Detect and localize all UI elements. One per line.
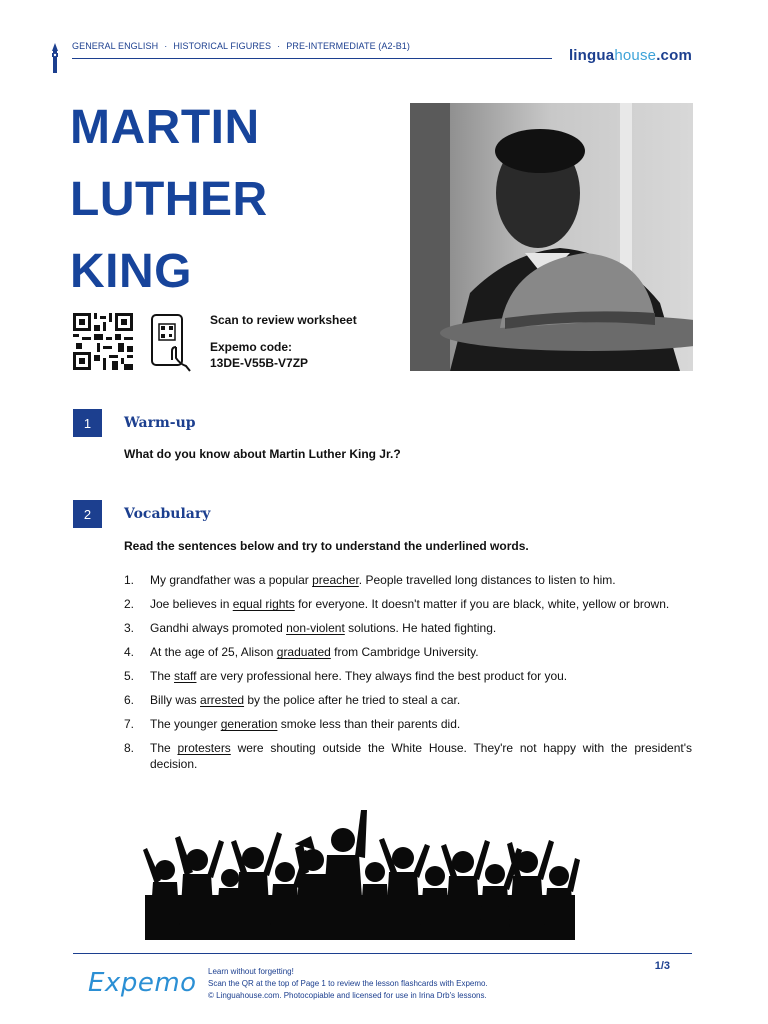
- section-title-warm-up: Warm-up: [124, 415, 196, 431]
- warm-up-question: What do you know about Martin Luther King Jr.?: [124, 447, 401, 461]
- breadcrumb-level-3[interactable]: PRE-INTERMEDIATE (A2-B1): [286, 41, 410, 51]
- expemo-logo[interactable]: Expemo: [88, 968, 197, 998]
- list-item: 2. Joe believes in equal rights for everyone. It doesn't matter if you are black, white, yellow or brown.: [124, 597, 670, 611]
- title-line: LUTHER: [70, 173, 268, 226]
- list-item: 5. The staff are very professional here. They always find the best product for you.: [124, 669, 568, 683]
- phone-scan-icon: [150, 314, 192, 372]
- footer-copyright: © Linguahouse.com. Photocopiable and licensed for use in Irina Drb's lessons.: [208, 991, 487, 1000]
- scan-info: [210, 312, 357, 371]
- vocab-word: graduated: [276, 645, 331, 659]
- protest-crowd-illustration: [135, 800, 585, 940]
- vocab-word: protesters: [177, 741, 231, 755]
- breadcrumb: GENERAL ENGLISH · HISTORICAL FIGURES · PRE-INTERMEDIATE (A2-B1): [72, 41, 410, 51]
- vocabulary-list: [124, 572, 692, 780]
- breadcrumb-level-1[interactable]: GENERAL ENGLISH: [72, 41, 159, 51]
- vocab-word: generation: [220, 717, 278, 731]
- expemo-code: 13DE-V55B-V7ZP: [210, 356, 309, 370]
- qr-code-icon[interactable]: [73, 313, 133, 370]
- big-ben-icon: [50, 43, 60, 73]
- breadcrumb-level-2[interactable]: HISTORICAL FIGURES: [173, 41, 272, 51]
- section-number-1: 1: [73, 409, 102, 437]
- page-number: 1/3: [654, 960, 670, 972]
- footer-instructions: Scan the QR at the top of Page 1 to review the lesson flashcards with Expemo.: [208, 979, 488, 988]
- page-title: [70, 92, 390, 308]
- portrait-photo: [410, 103, 693, 371]
- vocab-word: staff: [174, 669, 197, 683]
- vocabulary-instruction: Read the sentences below and try to understand the underlined words.: [124, 539, 529, 553]
- scan-label: Scan to review worksheet: [210, 313, 357, 327]
- vocab-word: non-violent: [286, 621, 345, 635]
- vocab-word: preacher: [312, 573, 359, 587]
- title-line: MARTIN: [70, 101, 260, 154]
- list-item: 3. Gandhi always promoted non-violent solutions. He hated fighting.: [124, 621, 497, 635]
- vocab-word: equal rights: [232, 597, 295, 611]
- footer-divider: [73, 953, 692, 954]
- page-header: [50, 38, 692, 68]
- footer-text: [208, 966, 488, 1002]
- expemo-code-label: Expemo code:: [210, 340, 293, 354]
- title-line: KING: [70, 245, 192, 298]
- list-item: 6. Billy was arrested by the police after he tried to steal a car.: [124, 693, 461, 707]
- vocab-word: arrested: [200, 693, 245, 707]
- footer-tagline: Learn without forgetting!: [208, 967, 294, 976]
- list-item: 8. The protesters were shouting outside the White House. They're not happy with the president's decision.: [124, 741, 692, 771]
- section-title-vocabulary: Vocabulary: [124, 506, 211, 522]
- list-item: 1. My grandfather was a popular preacher. People travelled long distances to listen to him.: [124, 573, 616, 587]
- list-item: 7. The younger generation smoke less than their parents did.: [124, 717, 461, 731]
- header-divider: [72, 58, 552, 59]
- section-number-2: 2: [73, 500, 102, 528]
- linguahouse-logo[interactable]: linguahouse.com: [568, 47, 692, 64]
- list-item: 4. At the age of 25, Alison graduated from Cambridge University.: [124, 645, 479, 659]
